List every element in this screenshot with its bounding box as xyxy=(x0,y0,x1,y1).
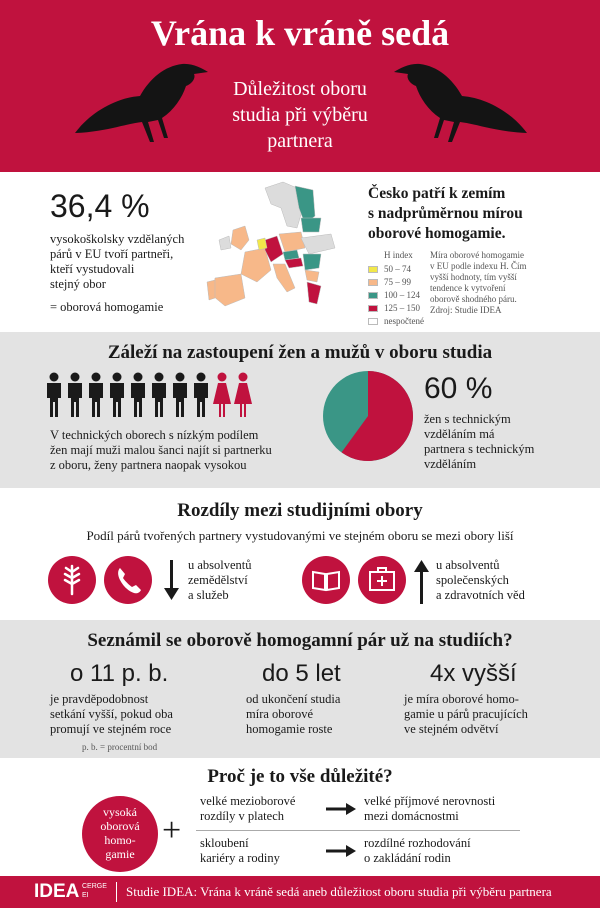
legend-swatch xyxy=(368,266,378,273)
legend-swatch xyxy=(368,318,378,325)
idea-logo: IDEA xyxy=(34,881,80,902)
text-line: mezi domácnostmi xyxy=(364,809,459,823)
crow-left-icon xyxy=(70,58,210,158)
legend-item xyxy=(368,289,430,302)
map-note xyxy=(430,250,570,316)
text-line: o zakládání rodin xyxy=(364,851,451,865)
czech-statement xyxy=(368,184,523,244)
text-line: stejný obor xyxy=(50,277,106,291)
text-line: velké mezioborové xyxy=(200,794,296,808)
text-line: u absolventů xyxy=(188,558,252,572)
man-icon xyxy=(128,372,148,418)
intro-section xyxy=(0,172,600,332)
legend-swatch xyxy=(368,292,378,299)
text-line: vyšší hodnoty, tím vyšší xyxy=(430,272,517,282)
text-line: a zdravotních věd xyxy=(436,588,525,602)
text-line: u absolventů xyxy=(436,558,500,572)
why-heading: Proč je to vše důležité? xyxy=(207,766,393,787)
why-section xyxy=(0,758,600,876)
legend-label: nespočtené xyxy=(384,316,424,326)
text-line: a služeb xyxy=(188,588,229,602)
man-icon xyxy=(65,372,85,418)
divider xyxy=(196,830,520,831)
text-line: homo- xyxy=(104,833,136,847)
text-line: Česko patří k zemím xyxy=(368,185,506,202)
text-line: V technických oborech s nízkým podílem xyxy=(50,428,259,442)
text-line: tendence k vytvoření xyxy=(430,283,506,293)
pb-footnote: p. b. = procentní bod xyxy=(82,742,158,752)
cerge-logo xyxy=(82,882,107,900)
phone-icon xyxy=(104,556,152,604)
text-line: z oboru, ženy partnera naopak vysokou xyxy=(50,458,247,472)
page-title: Vrána k vráně sedá xyxy=(150,13,450,53)
text-line: gamie u párů pracujících xyxy=(404,707,528,721)
text-line: kteří vystudovali xyxy=(50,262,135,276)
text-line: vzděláním má xyxy=(424,427,495,441)
arrow-down-head xyxy=(164,588,179,600)
why-cause-1 xyxy=(200,794,295,824)
stat-5-years: do 5 let xyxy=(262,660,341,687)
arrow-right-icon xyxy=(326,844,356,858)
gender-text xyxy=(50,428,320,473)
text-line: párů v EU tvoří partneři, xyxy=(50,247,174,261)
stat-11pb-text xyxy=(50,692,230,737)
map-legend xyxy=(368,250,430,328)
text-line: zemědělství xyxy=(188,573,248,587)
text-line: = oborová homogamie xyxy=(50,300,164,314)
text-line: velké příjmové nerovnosti xyxy=(364,794,496,808)
legend-item xyxy=(368,263,430,276)
legend-item xyxy=(368,276,430,289)
text-line: v EU podle indexu H. Čím xyxy=(430,261,527,271)
why-cause-2 xyxy=(200,836,280,866)
stat-5-years-text xyxy=(246,692,406,737)
legend-label: 75 – 99 xyxy=(384,277,411,287)
agriculture-icon xyxy=(48,556,96,604)
why-effect-1 xyxy=(364,794,495,824)
legend-item xyxy=(368,302,430,315)
text-line: vzděláním xyxy=(424,457,477,471)
legend-swatch xyxy=(368,279,378,286)
text-line: je míra oborové homo- xyxy=(404,692,519,706)
legend-swatch xyxy=(368,305,378,312)
footer-divider xyxy=(116,882,117,902)
legend-label: 50 – 74 xyxy=(384,264,411,274)
met-section xyxy=(0,620,600,758)
stat-4x: 4x vyšší xyxy=(430,660,517,687)
text-line: gamie xyxy=(105,847,135,861)
text-line: setkání vyšší, pokud oba xyxy=(50,707,173,721)
text-line: vysokoškolsky vzdělaných xyxy=(50,232,185,246)
man-icon xyxy=(107,372,127,418)
pie-caption xyxy=(424,412,574,472)
medkit-icon xyxy=(358,556,406,604)
text-line: je pravděpodobnost xyxy=(50,692,149,706)
legend-label: 125 – 150 xyxy=(384,303,420,313)
gender-heading: Záleží na zastoupení žen a mužů v oboru studia xyxy=(107,342,493,363)
legend-item xyxy=(368,315,430,328)
homogamy-description xyxy=(50,232,220,315)
stat-11pb: o 11 p. b. xyxy=(70,660,169,687)
people-row xyxy=(44,372,254,423)
arrow-up-icon xyxy=(420,570,423,604)
woman-icon xyxy=(212,372,232,418)
text-line: vysoká xyxy=(103,805,137,819)
text-line: Míra oborové homogamie xyxy=(430,250,524,260)
text-line: partnera s technickým xyxy=(424,442,535,456)
text-line: s nadprůměrnou mírou xyxy=(368,205,523,222)
text-line: rozdílné rozhodování xyxy=(364,836,471,850)
text-line: žen s technickým xyxy=(424,412,511,426)
legend-label: 100 – 124 xyxy=(384,290,420,300)
gender-percent: 60 % xyxy=(424,372,493,405)
homogamy-bubble xyxy=(82,796,158,872)
europe-map xyxy=(205,178,355,328)
legend-title: H index xyxy=(384,250,413,260)
text-line: oborové homogamie. xyxy=(368,225,506,242)
text-line: společenských xyxy=(436,573,509,587)
man-icon xyxy=(170,372,190,418)
gender-section xyxy=(0,332,600,488)
text-line: CERGE xyxy=(82,883,107,890)
text-line: promují ve stejném roce xyxy=(50,722,172,736)
subtitle-line: studia při výběru xyxy=(232,104,368,126)
header-band xyxy=(0,0,600,172)
text-line: ve stejném odvětví xyxy=(404,722,499,736)
text-line: skloubení xyxy=(200,836,249,850)
text-line: míra oborové xyxy=(246,707,313,721)
pie-chart xyxy=(322,370,414,462)
text-line: rozdíly v platech xyxy=(200,809,284,823)
low-homogamy-text xyxy=(188,558,252,603)
text-line: homogamie roste xyxy=(246,722,333,736)
crow-right-icon xyxy=(392,58,532,158)
met-heading: Seznámil se oborově homogamní pár už na studiích? xyxy=(87,630,513,651)
footer-text: Studie IDEA: Vrána k vráně sedá aneb důležitost oboru studia při výběru partnera xyxy=(126,884,552,899)
text-line: žen mají muži malou šanci najít si partnerku xyxy=(50,443,272,457)
subtitle-line: Důležitost oboru xyxy=(233,78,367,100)
man-icon xyxy=(44,372,64,418)
book-icon xyxy=(302,556,350,604)
arrow-right-icon xyxy=(326,802,356,816)
text-line: EI xyxy=(82,892,89,899)
woman-icon xyxy=(233,372,253,418)
footer xyxy=(0,876,600,908)
text-line: kariéry a rodiny xyxy=(200,851,280,865)
fields-section xyxy=(0,488,600,620)
plus-icon: + xyxy=(162,812,182,849)
stat-4x-text xyxy=(404,692,584,737)
text-line: oborově shodného páru. xyxy=(430,294,517,304)
man-icon xyxy=(149,372,169,418)
text-line: Zdroj: Studie IDEA xyxy=(430,305,502,315)
fields-intro: Podíl párů tvořených partnery vystudovanými ve stejném oboru se mezi obory liší xyxy=(86,528,514,543)
text-line: od ukončení studia xyxy=(246,692,341,706)
man-icon xyxy=(86,372,106,418)
subtitle-line: partnera xyxy=(267,130,333,152)
why-effect-2 xyxy=(364,836,471,866)
fields-heading: Rozdíly mezi studijními obory xyxy=(177,500,423,521)
text-line: oborová xyxy=(100,819,140,833)
high-homogamy-text xyxy=(436,558,525,603)
man-icon xyxy=(191,372,211,418)
homogamy-percent: 36,4 % xyxy=(50,188,150,224)
page-subtitle xyxy=(190,76,410,154)
